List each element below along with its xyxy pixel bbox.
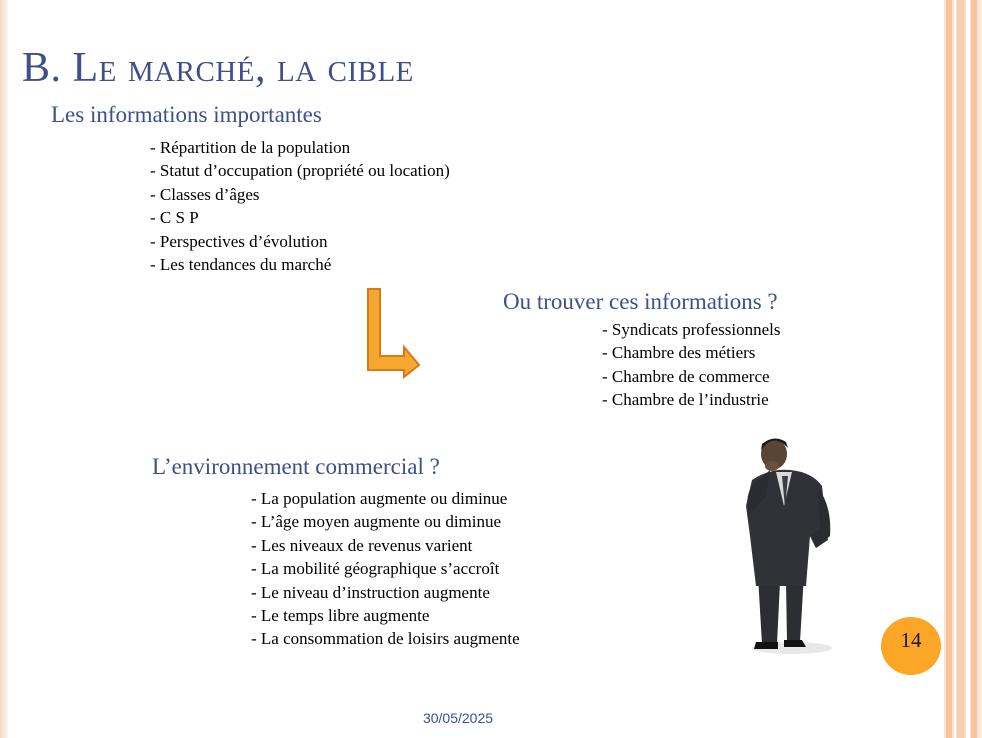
slide-title: B. Le marché, la cible	[22, 45, 414, 91]
list-item: - Classes d’âges	[150, 184, 260, 204]
list-item: - Perspectives d’évolution	[150, 231, 328, 251]
list-item: - Répartition de la population	[150, 138, 351, 157]
list-item: - La consommation de loisirs augmente	[251, 629, 520, 649]
page-number-badge: 14	[881, 617, 941, 675]
important-info-list	[150, 136, 450, 276]
list-item: - Le temps libre augmente	[251, 605, 430, 625]
right-decorative-stripes	[944, 0, 982, 738]
list-item: - L’âge moyen augmente ou diminue	[251, 512, 502, 532]
left-edge-gradient	[0, 0, 8, 738]
list-item: - C S P	[150, 208, 199, 228]
commercial-environment-list	[251, 487, 520, 651]
bent-down-right-arrow-icon	[366, 288, 422, 380]
heading-where-to-find: Ou trouver ces informations ?	[503, 289, 778, 314]
list-item: - Les tendances du marché	[150, 254, 332, 274]
heading-important-info: Les informations importantes	[51, 102, 322, 127]
list-item: - Syndicats professionnels	[602, 320, 781, 339]
list-item: - Chambre des métiers	[602, 343, 756, 363]
list-item: - Les niveaux de revenus varient	[251, 535, 473, 555]
list-item: - Chambre de l’industrie	[602, 389, 769, 409]
list-item: - La population augmente ou diminue	[251, 489, 508, 508]
slide-date: 30/05/2025	[422, 710, 494, 726]
list-item: - La mobilité géographique s’accroît	[251, 559, 500, 579]
list-item: - Le niveau d’instruction augmente	[251, 582, 490, 602]
list-item: - Statut d’occupation (propriété ou location)	[150, 161, 450, 181]
where-to-find-list	[602, 318, 780, 411]
list-item: - Chambre de commerce	[602, 366, 770, 386]
heading-commercial-environment: L’environnement commercial ?	[152, 454, 440, 479]
thoughtful-businessman-illustration	[732, 436, 842, 658]
